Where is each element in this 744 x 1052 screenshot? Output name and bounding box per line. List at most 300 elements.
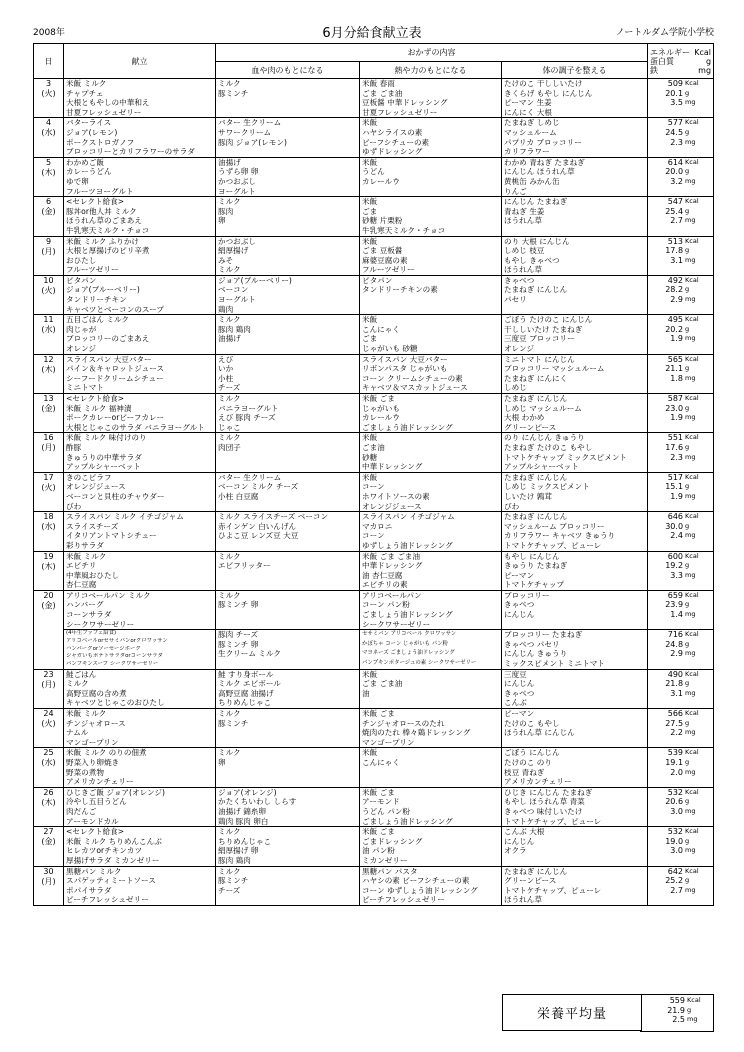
yellow-item: じゃがいも 砂糖 — [362, 344, 418, 354]
menu-item: エビチリ — [66, 561, 97, 571]
red-item: ミルク — [218, 748, 241, 758]
yellow-item: アーモンド — [362, 797, 400, 807]
green-item: たけのこ のり — [504, 758, 552, 768]
nutrition-cell — [648, 866, 714, 905]
menu-cell — [64, 275, 216, 314]
yellow-item: マンゴープリン — [362, 737, 415, 747]
yellow-item: 油 — [362, 688, 370, 698]
red-item: ちりめんじゃこ — [218, 836, 272, 846]
menu-item: タンドリーチキン — [66, 295, 127, 305]
yellow-cell — [360, 630, 502, 669]
yellow-item: 米飯 — [362, 433, 378, 443]
green-item: にんじん たまねぎ — [504, 197, 568, 207]
menu-item: 米飯 ミルク — [66, 709, 107, 719]
nutrition-value: 646 — [667, 512, 684, 522]
nutrition-value: 27.5 — [665, 718, 684, 728]
green-item: たけのこ 干ししいたけ — [504, 79, 583, 88]
menu-item: ポークカレーorビーフカレー — [66, 413, 165, 423]
menu-item: ヒレカツorチキンカツ — [66, 846, 143, 856]
day-label: 11 — [43, 315, 54, 325]
day-cell — [34, 512, 64, 551]
menu-item: シークワサーゼリー — [66, 619, 135, 629]
nutrition-unit: Kcal — [685, 157, 699, 166]
red-item: 絹厚揚げ — [218, 246, 249, 256]
day-label: 26 — [43, 787, 54, 797]
menu-item: びわ — [66, 501, 82, 511]
nutrition-unit: Kcal — [685, 709, 699, 718]
nutrition-value: 21.1 — [665, 364, 684, 374]
yellow-item: チンジャオロースのたれ — [362, 718, 445, 728]
red-item: 生クリーム ミルク — [218, 649, 282, 659]
yellow-item: ピタパン — [362, 275, 393, 285]
nutrition-cell — [648, 748, 714, 787]
red-cell — [216, 590, 360, 629]
day-label: 18 — [43, 512, 54, 522]
menu-item: ポークストロガノフ — [66, 137, 135, 147]
yellow-item: 米飯 ごま — [362, 787, 395, 797]
yellow-item: かぼちゃ コーン じゃがいも パン粉 — [362, 640, 448, 647]
menu-item: アリコベールorセサミパンorクロワッサン — [66, 637, 168, 644]
menu-item: 米飯 ミルク のりの佃煮 — [66, 748, 147, 758]
day-cell — [34, 315, 64, 354]
green-item: しめじ ミックスピメント — [504, 482, 590, 492]
yellow-cell — [360, 157, 502, 196]
green-item: ミックスピメント ミニトマト — [504, 659, 605, 669]
yellow-item: こんにゃく — [362, 324, 400, 334]
menu-item: アリコベールパン ミルク — [66, 590, 151, 600]
yellow-item: こんにゃく — [362, 758, 400, 768]
yellow-item: 米飯 — [362, 315, 378, 325]
green-cell — [502, 709, 648, 748]
yellow-cell — [360, 827, 502, 866]
nutrition-cell — [648, 433, 714, 472]
table-row — [34, 669, 714, 708]
nutrition-value: 25.2 — [665, 876, 684, 886]
red-item: ミルク — [218, 197, 241, 207]
red-item: ベーコン — [218, 285, 249, 295]
nutrition-cell — [648, 551, 714, 590]
green-item: トマトケチャップ ミックスピメント — [504, 452, 627, 462]
nutrition-cell — [648, 787, 714, 826]
menu-cell — [64, 630, 216, 669]
day-cell — [34, 236, 64, 275]
day-cell — [34, 472, 64, 511]
yellow-item: オレンジジュース — [362, 501, 422, 511]
table-row — [34, 118, 714, 157]
green-cell — [502, 590, 648, 629]
nutrition-value: 551 — [667, 433, 684, 443]
nutrition-value: 15.1 — [665, 482, 684, 492]
menu-item: 肉だんご — [66, 807, 97, 816]
yellow-item: 米飯 春雨 — [362, 79, 395, 88]
day-label: (火) — [41, 719, 56, 729]
yellow-item: ごま — [362, 334, 378, 344]
red-item: 卵 — [218, 758, 226, 768]
menu-item: ジャガいもポテトサラダorコーンサラダ — [66, 653, 163, 660]
col-nutrition: エネルギー Kcal 蛋白質 g 鉄 mg — [648, 44, 714, 79]
green-cell — [502, 79, 648, 118]
menu-item: フルーツゼリー — [66, 265, 119, 275]
menu-item: <セレクト給食> — [66, 197, 125, 207]
green-item: しめじ 枝豆 — [504, 246, 545, 256]
yellow-item: ごま ごま油 — [362, 679, 403, 689]
green-cell — [502, 236, 648, 275]
yellow-item: カレールウ — [362, 176, 400, 186]
yellow-cell — [360, 354, 502, 393]
nutrition-value: 1.9 — [670, 334, 684, 344]
menu-item: フルーツヨーグルト — [66, 186, 134, 196]
menu-item: 黒糖パン ミルク — [66, 866, 122, 876]
red-item: 小柱 白豆腐 — [218, 491, 259, 501]
menu-cell — [64, 787, 216, 826]
red-cell — [216, 157, 360, 196]
green-cell — [502, 669, 648, 708]
nutrition-unit: g — [685, 246, 690, 255]
green-cell — [502, 157, 648, 196]
red-item: 高野豆腐 油揚げ — [218, 688, 274, 698]
red-item: えび 豚肉 チーズ — [218, 413, 276, 423]
day-label: (金) — [41, 600, 56, 610]
nutrition-unit: Kcal — [685, 354, 699, 363]
yellow-item: 砂糖 — [362, 452, 378, 462]
red-cell — [216, 827, 360, 866]
green-item: カリフラワー — [504, 147, 550, 157]
green-item: ごぼう たけのこ にんじん — [504, 315, 593, 325]
menu-item: バターライス — [66, 118, 112, 128]
yellow-item: カレールウ — [362, 413, 400, 423]
yellow-item: ごましょう油ドレッシング — [362, 422, 453, 432]
red-item: ひよこ豆 レンズ豆 大豆 — [218, 531, 299, 541]
day-cell — [34, 551, 64, 590]
menu-item: 米飯 ミルク 味付けのり — [66, 433, 147, 443]
red-item: 豚ミンチ — [218, 876, 249, 886]
day-label: (木) — [41, 797, 56, 807]
nutrition-value: 3.5 — [670, 98, 684, 108]
nutrition-unit: g — [685, 797, 690, 806]
menu-item: スライスパン 大豆バター — [66, 354, 152, 364]
menu-cell — [64, 118, 216, 157]
green-cell — [502, 866, 648, 905]
nutrition-unit: Kcal — [685, 315, 699, 324]
menu-cell — [64, 866, 216, 905]
green-item: マッシュルーム — [504, 127, 557, 137]
green-item: ほうれん草 にんじん — [504, 728, 575, 738]
menu-item: 野菜の煮物 — [66, 767, 104, 777]
green-item: たけのこ もやし — [504, 718, 560, 728]
nutrition-unit: mg — [685, 807, 696, 815]
green-cell — [502, 394, 648, 433]
nutrition-unit: mg — [685, 491, 696, 500]
green-item: ブロッコリー マッシュルーム — [504, 364, 605, 374]
green-item: トマトケチャップ — [504, 580, 565, 590]
table-row — [34, 512, 714, 551]
green-item: たまねぎ にんじん — [504, 394, 568, 403]
day-label: (木) — [41, 364, 56, 374]
nutrition-value: 3.3 — [670, 570, 684, 580]
menu-cell — [64, 472, 216, 511]
green-item: オレンジ — [504, 344, 534, 354]
table-row — [34, 590, 714, 629]
day-label: (水) — [41, 128, 56, 138]
red-item: かつおぶし — [218, 176, 256, 186]
table-row — [34, 197, 714, 236]
yellow-item: エビチリの素 — [362, 580, 408, 590]
menu-item: 野菜入り卵焼き — [66, 758, 120, 768]
yellow-item: マカロニ — [362, 521, 393, 531]
yellow-cell — [360, 236, 502, 275]
menu-item: マンゴープリン — [66, 737, 119, 747]
nutrition-value: 3.2 — [670, 176, 684, 186]
green-cell — [502, 197, 648, 236]
day-cell — [34, 827, 64, 866]
menu-cell — [64, 748, 216, 787]
red-item: ジョア(オレンジ) — [218, 787, 277, 797]
table-row — [34, 236, 714, 275]
green-item: のり にんじん きゅうり — [504, 433, 585, 443]
red-item: 鶏肉 — [218, 304, 234, 314]
table-row — [34, 315, 714, 354]
menu-item: <セレクト給食> — [66, 827, 125, 837]
menu-cell — [64, 236, 216, 275]
yellow-item: 牛乳寒天ミルク・チョコ — [362, 225, 446, 235]
red-cell — [216, 275, 360, 314]
red-item: ミルク — [218, 709, 241, 719]
nutrition-unit: mg — [685, 373, 696, 382]
yellow-item: 米飯 ごま ごま油 — [362, 551, 420, 561]
green-cell — [502, 472, 648, 511]
menu-item: ナムル — [66, 728, 89, 738]
green-item: 枝豆 青ねぎ — [504, 767, 545, 777]
green-cell — [502, 433, 648, 472]
nutrition-value: 517 — [667, 472, 684, 482]
nutrition-cell — [648, 472, 714, 511]
table-row — [34, 551, 714, 590]
red-item: ベーコン ミルク チーズ — [218, 482, 299, 492]
green-item: にんじん きゅうり — [504, 649, 568, 659]
red-item: ヨーグルト — [218, 295, 256, 305]
menu-item: きゅうりの中華サラダ — [66, 452, 142, 462]
yellow-item: コーン クリームシチューの素 — [362, 373, 463, 383]
day-label: (水) — [41, 522, 56, 532]
nutrition-value: 17.8 — [665, 246, 684, 256]
menu-item: きのこピラフ — [66, 472, 112, 482]
nutrition-cell — [648, 315, 714, 354]
menu-item: パイン＆キャロットジュース — [66, 364, 165, 374]
green-item: こんぶ — [504, 698, 527, 708]
nutrition-unit: g — [685, 639, 690, 648]
yellow-item: セサミパン アリコベール クロワッサン — [362, 631, 457, 638]
menu-item: 米飯 ミルク — [66, 79, 107, 88]
nutrition-value: 2.3 — [670, 452, 684, 462]
green-item: こんぶ 大根 — [504, 827, 545, 837]
green-item: わかめ 青ねぎ たまねぎ — [504, 157, 585, 167]
average-values: 559 Kcal 21.9 g 2.5 mg — [640, 994, 714, 1032]
day-label: (木) — [41, 167, 56, 177]
nutrition-value: 19.1 — [665, 758, 684, 768]
nutrition-unit: g — [685, 324, 690, 333]
day-label: 25 — [43, 748, 54, 758]
table-row — [34, 748, 714, 787]
nutrition-value: 19.0 — [665, 836, 684, 846]
yellow-item: ハヤシの素 ビーフシチューの素 — [362, 876, 470, 886]
day-cell — [34, 669, 64, 708]
nutrition-value: 642 — [667, 866, 684, 876]
green-item: きゃべつ — [504, 600, 535, 610]
menu-item: ポパイサラダ — [66, 885, 112, 895]
menu-item: アップルシャーベット — [66, 462, 141, 472]
menu-item: 米飯 ミルク 福神漬 — [66, 403, 132, 413]
menu-item: わかめご飯 — [66, 157, 104, 167]
red-item: チーズ — [218, 885, 241, 895]
red-item: ジョア(ブルーベリー) — [218, 275, 292, 285]
yellow-item: 米飯 — [362, 197, 378, 207]
yellow-item: ハヤシライスの素 — [362, 127, 423, 137]
menu-item: カレーうどん — [66, 167, 112, 177]
menu-item: 杏仁豆腐 — [66, 580, 97, 590]
menu-cell — [64, 157, 216, 196]
menu-item: ジョア(レモン) — [66, 127, 118, 137]
red-item: ちりめんじゃこ — [218, 698, 272, 708]
yellow-item: シークワサーゼリー — [362, 619, 431, 629]
red-item: 豚肉 鶏肉 — [218, 855, 251, 865]
green-item: たまねぎ にんじん — [504, 472, 568, 482]
nutrition-unit: mg — [685, 728, 696, 737]
red-item: エビフリッター — [218, 561, 271, 571]
nutrition-unit: mg — [685, 255, 696, 264]
nutrition-value: 24.8 — [665, 639, 684, 649]
day-label: (金) — [41, 207, 56, 217]
day-label: 3 — [45, 79, 52, 88]
green-item: 大根 わかめ — [504, 413, 545, 423]
nutrition-value: 2.9 — [670, 295, 684, 305]
yellow-cell — [360, 275, 502, 314]
nutrition-value: 1.8 — [670, 373, 684, 383]
red-item: ミルク — [218, 590, 241, 600]
yellow-item: スライスパン イチゴジャム — [362, 512, 455, 522]
red-item: バター 生クリーム — [218, 472, 282, 482]
menu-item: 五目ごはん ミルク — [66, 315, 130, 325]
nutrition-unit: mg — [685, 98, 696, 107]
nutrition-unit: g — [685, 285, 690, 294]
nutrition-cell — [648, 197, 714, 236]
table-row — [34, 827, 714, 866]
green-item: 青ねぎ 生姜 — [504, 206, 545, 216]
menu-item: 豚丼or他人丼 ミルク — [66, 206, 137, 216]
yellow-item: ごま油 — [362, 442, 385, 452]
day-label: 13 — [43, 394, 54, 403]
nutrition-unit: Kcal — [685, 275, 699, 284]
table-row — [34, 866, 714, 905]
yellow-item: パンプキンポタージュの素 シークワサーゼリー — [362, 660, 477, 667]
green-item: きゃべつ パセリ — [504, 639, 560, 649]
yellow-item: 米飯 ごま — [362, 709, 395, 719]
yellow-cell — [360, 669, 502, 708]
nutrition-cell — [648, 669, 714, 708]
menu-item: 大根と厚揚げのピリ辛煮 — [66, 246, 150, 256]
green-item: たまねぎ しめじ — [504, 118, 560, 128]
red-item: 豚ミンチ — [218, 88, 249, 98]
nutrition-value: 577 — [667, 118, 684, 128]
yellow-item: 焼肉のたれ 棒々鶏ドレッシング — [362, 728, 471, 738]
yellow-item: 甘夏フレッシュゼリー — [362, 107, 438, 117]
nutrition-value: 513 — [667, 236, 684, 246]
nutrition-value: 2.2 — [670, 728, 684, 738]
nutrition-value: 2.0 — [670, 767, 684, 777]
green-item: きゃべつ 味付しいたけ — [504, 807, 583, 816]
nutrition-value: 1.9 — [670, 491, 684, 501]
table-row — [34, 472, 714, 511]
menu-item: ピーチフレッシュゼリー — [66, 895, 149, 905]
nutrition-unit: Kcal — [685, 590, 699, 599]
day-label: 6 — [45, 197, 52, 207]
day-label: (月) — [41, 246, 56, 256]
yellow-item: 油 パン粉 — [362, 846, 395, 856]
nutrition-value: 495 — [667, 315, 684, 325]
nutrition-cell — [648, 512, 714, 551]
green-item: もやし きゃべつ — [504, 255, 560, 265]
day-label: 23 — [43, 669, 54, 679]
green-item: たまねぎ にんじん — [504, 285, 568, 295]
green-item: ピーマン 生姜 — [504, 98, 552, 108]
nutrition-unit: Kcal — [685, 866, 699, 875]
red-item: 油揚げ — [218, 334, 241, 344]
yellow-item: 中華ドレッシング — [362, 462, 423, 472]
green-item: パセリ — [504, 295, 527, 305]
green-item: トマトケチャップ、ピューレ — [504, 816, 602, 826]
red-item: ミルク — [218, 551, 241, 561]
nutrition-value: 23.9 — [665, 600, 684, 610]
yellow-item: ホワイトソースの素 — [362, 491, 430, 501]
menu-cell — [64, 354, 216, 393]
red-cell — [216, 630, 360, 669]
red-item: ミルク — [218, 827, 241, 837]
yellow-item: うどん — [362, 167, 385, 177]
red-item: チーズ — [218, 383, 241, 393]
table-row — [34, 709, 714, 748]
nutrition-value: 1.9 — [670, 413, 684, 423]
nutrition-value: 23.0 — [665, 403, 684, 413]
menu-item: ひじきご飯 ジョア(オレンジ) — [66, 787, 165, 797]
green-item: 三度豆 ブロッコリー — [504, 334, 575, 344]
menu-item: 中華風おひたし — [66, 570, 120, 580]
red-cell — [216, 866, 360, 905]
col-group: おかずの内容 — [216, 44, 648, 62]
nutrition-value: 492 — [667, 275, 684, 285]
yellow-item: 米飯 — [362, 748, 378, 758]
green-item: オクラ — [504, 846, 527, 856]
red-item: 豚ミンチ 卵 — [218, 600, 259, 610]
red-item: 豚肉 ジョア(レモン) — [218, 137, 287, 147]
day-label: 9 — [45, 236, 52, 246]
school-name: ノートルダム学院小学校 — [615, 28, 714, 38]
nutrition-unit: Kcal — [685, 630, 699, 639]
green-item: のり 大根 にんじん — [504, 236, 570, 246]
red-item: じゃこ — [218, 422, 241, 432]
green-item: マッシュルーム ブロッコリー — [504, 521, 605, 531]
yellow-item: 米飯 — [362, 118, 378, 128]
yellow-cell — [360, 551, 502, 590]
nutrition-value: 2.7 — [670, 885, 684, 895]
day-label: 17 — [43, 472, 54, 482]
day-cell — [34, 866, 64, 905]
menu-item: (4年生ブッフェ給食) — [66, 630, 117, 637]
green-item: たまねぎ にんじん — [504, 866, 568, 876]
red-item: 肉団子 — [218, 442, 241, 452]
green-cell — [502, 354, 648, 393]
menu-item: ベーコンと貝柱のチャウダー — [66, 491, 165, 501]
nutrition-unit: mg — [685, 176, 696, 185]
nutrition-value: 600 — [667, 551, 684, 561]
